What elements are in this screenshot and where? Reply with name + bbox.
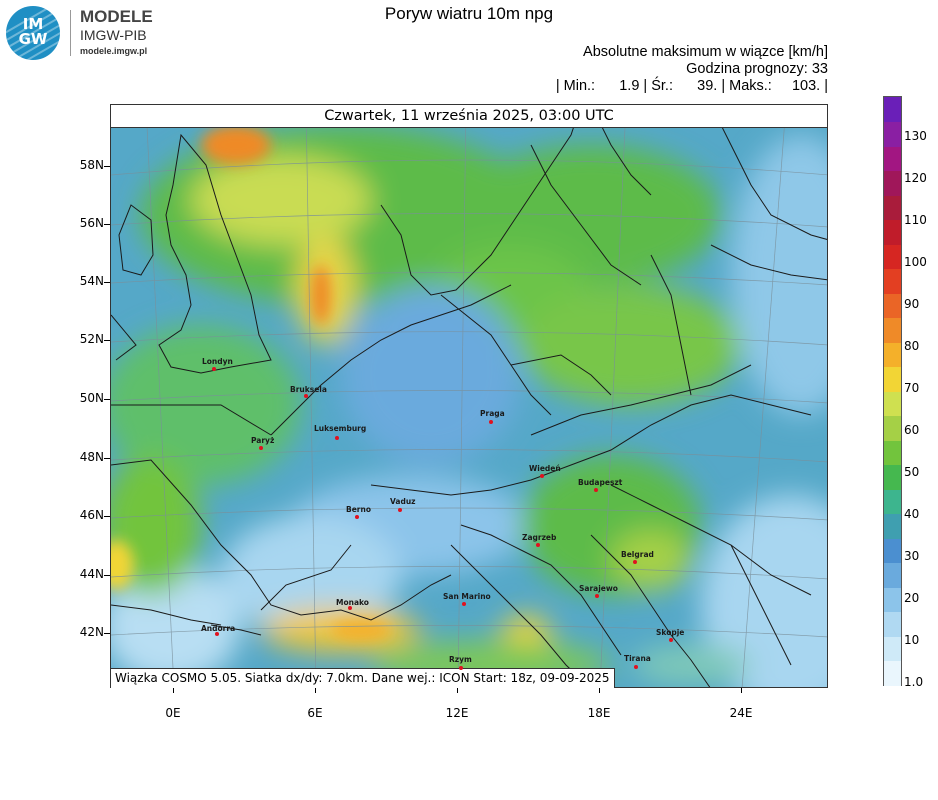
colorbar-label: 1.0: [904, 675, 924, 689]
colorbar-label: 10: [904, 633, 920, 647]
city-marker: [634, 665, 638, 669]
header-forecast-hour: Godzina prognozy: 33: [686, 61, 828, 77]
colorbar-segment: [884, 440, 901, 465]
colorbar-label: 130: [904, 129, 927, 143]
colorbar-label: 70: [904, 381, 920, 395]
lon-label: 18E: [587, 706, 611, 720]
city-label: Paryż: [251, 436, 275, 445]
colorbar-label: 60: [904, 423, 920, 437]
colorbar-label: 110: [904, 213, 927, 227]
lat-label: 46N: [79, 508, 104, 522]
lat-label: 42N: [79, 625, 104, 639]
lat-label: 52N: [79, 332, 104, 346]
map-valid-time: Czwartek, 11 września 2025, 03:00 UTC: [111, 105, 827, 128]
colorbar: [883, 96, 902, 686]
city-marker: [669, 638, 673, 642]
colorbar-label: 90: [904, 297, 920, 311]
colorbar-segment: [884, 97, 901, 122]
lat-label: 56N: [79, 216, 104, 230]
city-label: Praga: [480, 409, 505, 418]
lon-label: 6E: [307, 706, 323, 720]
city-label: Bruksela: [290, 385, 327, 394]
logo-org: IMGW-PIB: [80, 27, 147, 43]
colorbar-label: 50: [904, 465, 920, 479]
logo-url: modele.imgw.pl: [80, 46, 148, 56]
city-label: Luksemburg: [314, 424, 367, 433]
lat-label: 44N: [79, 567, 104, 581]
colorbar-segment: [884, 636, 901, 661]
colorbar-segment: [884, 146, 901, 171]
colorbar-segment: [884, 220, 901, 245]
city-marker: [462, 602, 466, 606]
city-label: Londyn: [202, 357, 233, 366]
city-label: Wiedeń: [529, 464, 561, 473]
colorbar-label: 20: [904, 591, 920, 605]
city-label: San Marino: [443, 592, 491, 601]
city-label: Rzym: [449, 655, 472, 664]
header-stats: | Min.: 1.9 | Śr.: 39. | Maks.: 103. |: [555, 78, 828, 94]
imgw-logo-mark: IM GW: [6, 6, 60, 60]
city-label: Zagrzeb: [522, 533, 557, 542]
city-label: Vaduz: [390, 497, 416, 506]
lat-label: 54N: [79, 274, 104, 288]
city-marker: [459, 666, 463, 670]
colorbar-segment: [884, 514, 901, 539]
colorbar-segment: [884, 489, 901, 514]
colorbar-segment: [884, 465, 901, 490]
colorbar-segment: [884, 367, 901, 392]
city-label: Tirana: [624, 654, 651, 663]
city-marker: [633, 560, 637, 564]
colorbar-segment: [884, 244, 901, 269]
colorbar-label: 80: [904, 339, 920, 353]
colorbar-segment: [884, 171, 901, 196]
colorbar-segment: [884, 269, 901, 294]
city-marker: [595, 594, 599, 598]
city-label: Belgrad: [621, 550, 654, 559]
lon-label: 0E: [165, 706, 181, 720]
city-label: Sarajewo: [579, 584, 618, 593]
colorbar-segment: [884, 416, 901, 441]
city-marker: [536, 543, 540, 547]
city-marker: [212, 367, 216, 371]
colorbar-segment: [884, 612, 901, 637]
city-marker: [335, 436, 339, 440]
city-marker: [355, 515, 359, 519]
city-marker: [398, 508, 402, 512]
city-label: Skopje: [656, 628, 685, 637]
colorbar-segment: [884, 587, 901, 612]
lat-label: 50N: [79, 391, 104, 405]
colorbar-label: 30: [904, 549, 920, 563]
colorbar-segment: [884, 293, 901, 318]
colorbar-segment: [884, 195, 901, 220]
lat-label: 48N: [79, 450, 104, 464]
city-label: Andorra: [201, 624, 236, 633]
city-label: Berno: [346, 505, 371, 514]
colorbar-label: 100: [904, 255, 927, 269]
map-title: Poryw wiatru 10m npg: [384, 4, 554, 23]
logo-title: MODELE: [80, 7, 153, 26]
colorbar-segment: [884, 538, 901, 563]
city-label: Budapeszt: [578, 478, 623, 487]
city-marker: [594, 488, 598, 492]
city-marker: [259, 446, 263, 450]
header-units: Absolutne maksimum w wiązce [km/h]: [583, 44, 828, 60]
lon-label: 24E: [729, 706, 753, 720]
city-marker: [489, 420, 493, 424]
colorbar-segment: [884, 122, 901, 147]
model-info: Wiązka COSMO 5.05. Siatka dx/dy: 7.0km. Dane wej.: ICON Start: 18z, 09-09-2025: [111, 668, 615, 688]
lon-label: 12E: [445, 706, 469, 720]
city-marker: [304, 394, 308, 398]
lat-label: 58N: [79, 158, 104, 172]
colorbar-label: 40: [904, 507, 920, 521]
city-marker: [540, 474, 544, 478]
colorbar-segment: [884, 391, 901, 416]
colorbar-segment: [884, 318, 901, 343]
colorbar-segment: [884, 661, 901, 686]
colorbar-segment: [884, 563, 901, 588]
colorbar-label: 120: [904, 171, 927, 185]
city-label: Monako: [336, 598, 369, 607]
colorbar-segment: [884, 342, 901, 367]
